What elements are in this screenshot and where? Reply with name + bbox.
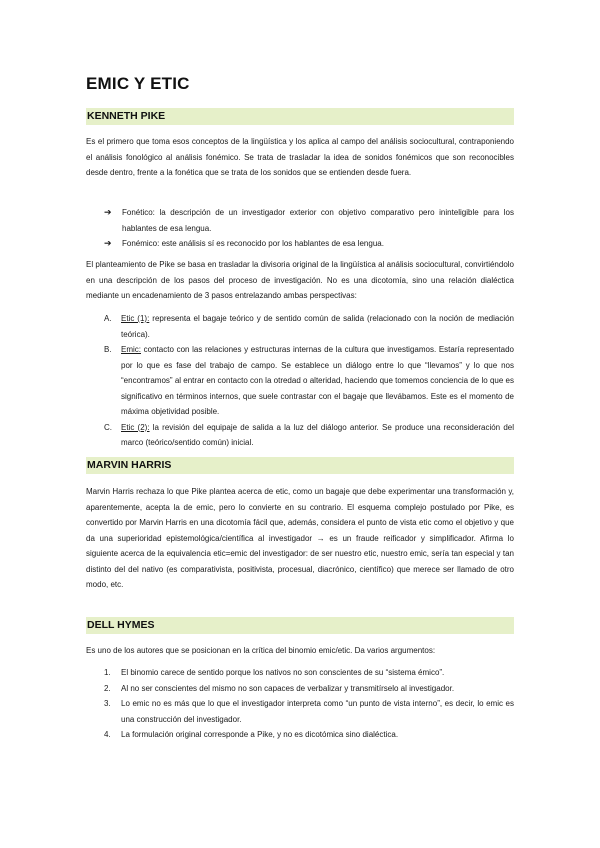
list-item [86,681,514,697]
section-heading-label: DELL HYMES [87,619,155,631]
step-label: Emic: [121,345,141,354]
paragraph-pike-intro: Es el primero que toma esos conceptos de la lingüística y los aplica al campo del análisis sociocultural, contraponiendo el análisis fonológico al análisis fonémico. Se trata de trasladar la idea de sonidos fonémicos que son reconocibles desde dentro, frente a la fonética que se trata de los sonidos que se entienden desde fuera. [86,137,514,177]
document-title: EMIC Y ETIC [86,74,190,93]
paragraph-harris: Marvin Harris rechaza lo que Pike plantea acerca de etic, como un bagaje que debe experimentar una transformación y, aparentemente, acepta la de emic, pero lo convierte en su contrario. El esquema complejo postulado por Pike, es convertido por Marvin Harris en una dicotomía fácil que, además, considera el punto de vista etic como el objetivo y que da una superioridad epistemológica/científica al investigador → es un fraude reificador y simplificador. Afirma lo siguiente acerca de la equivalencia etic=emic del investigador: de ser nuestro etic, nuestro emic, sería tan especial y tan distinto del del nativo (es comparativista, positivista, procesual, diacrónico, científico) que merece ser llamado de otro modo, etc. [86,487,514,589]
arrow-icon: ➔ [104,238,112,248]
list-item [86,342,514,420]
list-item [86,696,514,727]
list-item [86,727,514,743]
list-marker: A. [104,314,112,323]
list-marker: 2. [104,683,111,693]
list-item-text: Lo emic no es más que lo que el investigador interpreta como “un punto de vista interno”, es decir, lo emic es una construcción del investigador. [121,699,514,724]
list-item-text: la revisión del equipaje de salida a la luz del diálogo anterior. Se produce una reconsideración del marco (teórico/sentido común) inicial. [121,422,514,447]
list-item-text: Fonémico: este análisis sí es reconocido por los hablantes de esa lengua. [122,239,384,248]
list-marker: 1. [104,668,111,677]
list-marker: B. [104,345,112,354]
list-item [86,420,514,451]
list-item [86,665,514,681]
list-item-text: contacto con las relaciones y estructuras internas de la cultura que investigamos. Estaría representado por lo que es fase del trabajo de campo. Se establece un diálogo entre lo que “llevamos” y lo que nos “encontramos” al entrar en contacto con la otredad o alteridad, haciendo que tomemos conciencia de lo que es significativo en términos internos, que suele contrastar con el bagaje que llevábamos. Este es el momento de máxima objetividad posible. [121,345,514,416]
section-heading-label: KENNETH PIKE [87,110,166,122]
step-label: Etic (2): [121,422,150,432]
list-item [86,205,514,236]
arguments-list-hymes [86,665,514,743]
section-heading-pike [86,108,514,125]
step-label: Etic (1): [121,314,150,323]
paragraph-hymes-intro: Es uno de los autores que se posicionan en la crítica del binomio emic/etic. Da varios argumentos: [86,646,436,655]
section-heading-label: MARVIN HARRIS [87,459,172,471]
arrow-icon: ➔ [104,207,112,217]
list-marker: 4. [104,730,111,739]
list-item-text: Fonético: la descripción de un investigador exterior con objetivo comparativo pero ininteligible para los hablantes de esa lengua. [122,208,514,233]
list-item-text: La formulación original corresponde a Pike, y no es dicotómica sino dialéctica. [121,730,399,739]
list-marker: 3. [104,699,111,708]
list-item-text: representa el bagaje teórico y de sentido común de salida (relacionado con la noción de mediación teórica). [121,314,514,339]
section-heading-harris [86,457,514,474]
steps-list-pike [86,311,514,451]
section-heading-hymes [86,617,514,634]
list-item [86,311,514,342]
paragraph-pike-planteamiento: El planteamiento de Pike se basa en trasladar la divisoria original de la lingüística al análisis sociocultural, convirtiéndolo en una descripción de los pasos del proceso de investigación. No es una dicotomía, sino una relación dialéctica mediante un encadenamiento de 3 pasos entrelazando ambas perspectivas: [86,260,514,300]
list-item-text: Al no ser conscientes del mismo no son capaces de verbalizar y transmitírselo al investigador. [121,683,455,693]
list-item-text: El binomio carece de sentido porque los nativos no son conscientes de su “sistema émico”. [121,668,445,677]
bullet-list-pike [86,205,514,252]
list-item [86,236,514,252]
list-marker: C. [104,422,112,432]
